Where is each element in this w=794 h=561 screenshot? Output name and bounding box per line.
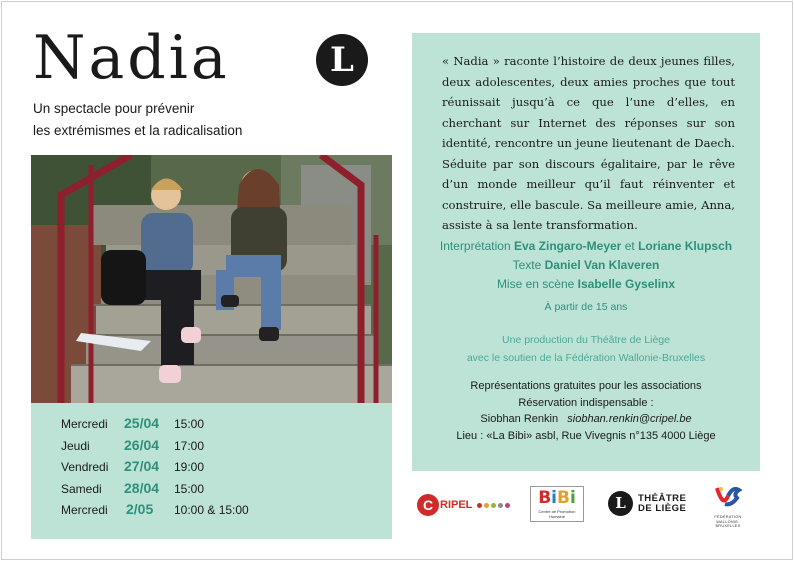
theatre-l-icon: L (608, 491, 633, 516)
bibi-subtitle: Centre de Promotion Humaine (538, 509, 576, 519)
bibi-logo (530, 486, 584, 522)
date-value: 2/05 (126, 501, 154, 517)
actor-1: Eva Zingaro-Meyer (513, 239, 622, 253)
info-panel (412, 33, 760, 471)
federation-wallonie-bruxelles-logo (708, 484, 748, 529)
theatre-name-line-1: THÉÂTRE (638, 492, 687, 504)
fwb-name-line-2: WALLONIE-BRUXELLES (715, 519, 741, 528)
actor-2: Loriane Klupsch (638, 239, 733, 253)
contact-name: Siobhan Renkin (480, 413, 559, 425)
cripel-dots-icon (475, 503, 510, 508)
production-line-2: avec le soutien de la Fédération Wallonie-Bruxelles (466, 352, 706, 364)
reservation-info (412, 378, 760, 444)
date-row (61, 415, 392, 437)
theatre-name-line-2: DE LIÈGE (638, 502, 687, 514)
interpretation-label: Interprétation (439, 239, 511, 253)
reservation-line-1: Représentations gratuites pour les associations (470, 380, 702, 392)
fwb-emblem-icon (713, 484, 743, 510)
credits-interpretation (412, 237, 760, 256)
date-day: Samedi (61, 481, 102, 496)
date-time: 19:00 (174, 460, 205, 474)
date-day: Mercredi (61, 417, 108, 431)
show-title: Nadia (33, 23, 230, 93)
reservation-location: Lieu : «La Bibi» asbl, Rue Vivegnis n°135 4000 Liège (456, 429, 716, 442)
reservation-contact (412, 411, 760, 428)
date-time: 15:00 (174, 481, 205, 496)
date-value: 28/04 (124, 479, 160, 496)
subtitle-line-1: Un spectacle pour prévenir (33, 101, 195, 116)
date-value: 25/04 (124, 415, 160, 431)
contact-email-link[interactable]: siobhan.renkin@cripel.be (567, 413, 692, 425)
partner-logos (412, 480, 760, 530)
author: Daniel Van Klaveren (544, 258, 660, 272)
show-photo (31, 155, 392, 403)
date-row (61, 501, 392, 523)
date-row (61, 480, 392, 502)
date-value: 26/04 (124, 436, 160, 453)
reservation-line-2: Réservation indispensable : (518, 396, 654, 409)
text-label: Texte (512, 258, 542, 272)
cripel-name: RIPEL (440, 499, 473, 511)
credits-text (412, 256, 760, 275)
subtitle (33, 98, 242, 142)
synopsis: « Nadia » raconte l’histoire de deux jeunes filles, deux adolescentes, deux amies proches que tout réunissait jusqu’à ce que l’une d’elles, en cherchant sur Internet des réponses sur son identité, rencontre un jeune lieutenant de Daech. Séduite par son discours égalitaire, par le rêve d’un monde meilleur qu’il faut réinventer et construire, elle bascule. Sa meilleure amie, Anna, assiste à sa lente transformation. (442, 54, 735, 232)
age-limit: À partir de 15 ans (544, 301, 628, 313)
credits-direction (412, 275, 760, 294)
director: Isabelle Gyselinx (577, 277, 676, 291)
date-day: Mercredi (61, 503, 108, 517)
bibi-name: BiBi (538, 488, 576, 508)
date-value: 27/04 (124, 458, 160, 474)
cripel-icon: C (417, 494, 439, 516)
credits (412, 237, 760, 294)
production-line-1: Une production du Théâtre de Liège (502, 334, 670, 346)
date-time: 10:00 & 15:00 (174, 503, 249, 517)
date-row (61, 437, 392, 459)
fwb-name-line-1: FÉDÉRATION (714, 515, 742, 519)
date-time: 15:00 (174, 417, 205, 431)
performance-dates (31, 403, 392, 539)
theatre-name (638, 494, 686, 514)
cripel-logo (417, 494, 510, 516)
theatre-logo-icon: L (316, 34, 368, 86)
date-time: 17:00 (174, 438, 205, 453)
production-info (412, 331, 760, 367)
fwb-name (708, 515, 748, 529)
subtitle-line-2: les extrémismes et la radicalisation (33, 123, 243, 138)
direction-label: Mise en scène (496, 277, 575, 291)
date-day: Jeudi (61, 438, 90, 453)
and-label: et (624, 239, 635, 253)
date-day: Vendredi (61, 460, 109, 474)
date-row (61, 458, 392, 480)
theatre-de-liege-logo (608, 491, 686, 516)
